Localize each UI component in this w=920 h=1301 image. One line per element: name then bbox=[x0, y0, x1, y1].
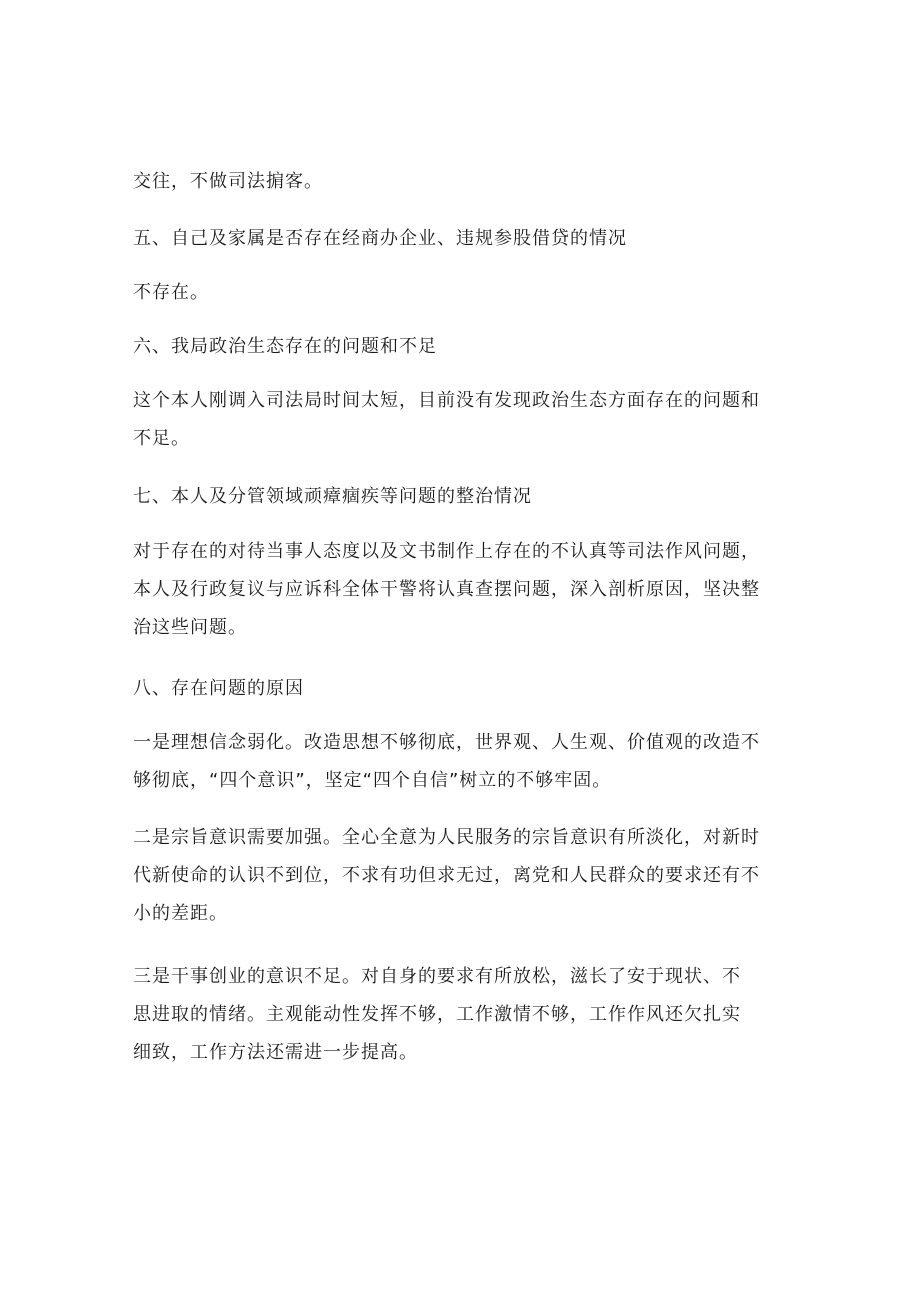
text-line: 三是干事创业的意识不足。对自身的要求有所放松，滋长了安于现状、不 bbox=[133, 966, 741, 987]
paragraph-reason-1 bbox=[133, 724, 813, 800]
text-line: 一是理想信念弱化。改造思想不够彻底，世界观、人生观、价值观的改造不 bbox=[133, 732, 760, 753]
paragraph-section-6 bbox=[133, 382, 813, 458]
text-line: 二是宗旨意识需要加强。全心全意为人民服务的宗旨意识有所淡化，对新时 bbox=[133, 827, 760, 848]
paragraph-section-7 bbox=[133, 533, 813, 647]
paragraph-reason-3 bbox=[133, 958, 813, 1072]
heading-text: 七、本人及分管领域顽瘴痼疾等问题的整治情况 bbox=[133, 486, 532, 507]
section-heading-6 bbox=[133, 328, 813, 366]
text-line: 交往，不做司法掮客。 bbox=[133, 171, 323, 192]
section-heading-5 bbox=[133, 220, 813, 258]
text-line: 不存在。 bbox=[133, 282, 209, 303]
heading-text: 五、自己及家属是否存在经商办企业、违规参股借贷的情况 bbox=[133, 228, 627, 249]
text-line: 小的差距。 bbox=[133, 903, 228, 924]
text-line: 代新使命的认识不到位，不求有功但求无过，离党和人民群众的要求还有不 bbox=[133, 865, 760, 886]
text-line: 本人及行政复议与应诉科全体干警将认真查摆问题，深入剖析原因，坚决整 bbox=[133, 579, 760, 600]
text-line: 这个本人刚调入司法局时间太短，目前没有发现政治生态方面存在的问题和 bbox=[133, 390, 760, 411]
text-line: 不足。 bbox=[133, 428, 190, 449]
text-line: 细致，工作方法还需进一步提高。 bbox=[133, 1042, 418, 1063]
text-line: 思进取的情绪。主观能动性发挥不够，工作激情不够，工作作风还欠扎实 bbox=[133, 1004, 741, 1025]
section-heading-8 bbox=[133, 670, 813, 708]
text-line: 对于存在的对待当事人态度以及文书制作上存在的不认真等司法作风问题， bbox=[133, 541, 760, 562]
section-heading-7 bbox=[133, 478, 813, 516]
text-line: 治这些问题。 bbox=[133, 617, 247, 638]
paragraph-continuation bbox=[133, 163, 813, 201]
heading-text: 八、存在问题的原因 bbox=[133, 678, 304, 699]
paragraph-reason-2 bbox=[133, 819, 813, 933]
text-line: 够彻底，“四个意识”，坚定“四个自信”树立的不够牢固。 bbox=[133, 770, 612, 791]
heading-text: 六、我局政治生态存在的问题和不足 bbox=[133, 336, 437, 357]
paragraph-section-5 bbox=[133, 274, 813, 312]
